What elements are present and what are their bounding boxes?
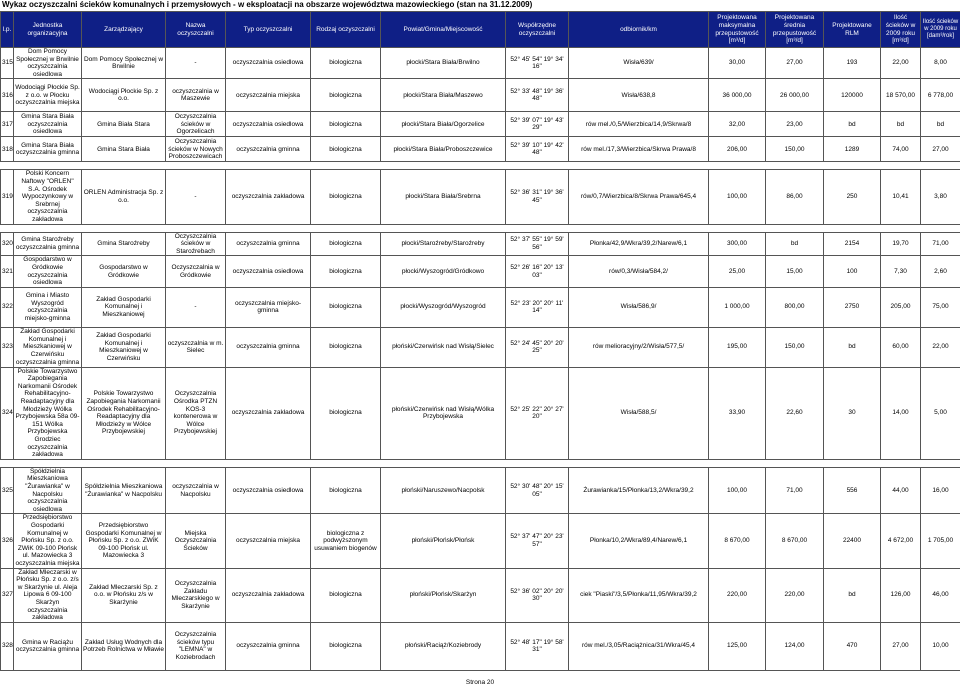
cell-lp: 320 bbox=[1, 232, 14, 256]
table-row bbox=[1, 232, 960, 256]
cell-zarzadzajacy: Zakład Gospodarki Komunalnej i Mieszkaniowej bbox=[82, 287, 166, 327]
cell-lp: 326 bbox=[1, 514, 14, 568]
cell-dam3: 6 778,00 bbox=[921, 79, 960, 112]
cell-jednostka: Spółdzielnia Mieszkaniowa "Żurawianka" w Nacpolsku oczyszczalnia osiedlowa bbox=[14, 467, 82, 514]
cell-lp: 328 bbox=[1, 622, 14, 670]
header-nazwa: Nazwa oczyszczalni bbox=[166, 12, 226, 48]
cell-lp: 323 bbox=[1, 327, 14, 367]
cell-typ: oczyszczalnia osiedlowa bbox=[226, 112, 311, 137]
cell-lokalizacja: płocki/Wyszogród/Wyszogród bbox=[381, 287, 506, 327]
cell-jednostka: Gmina Stara Biała oczyszczalnia gminna bbox=[14, 137, 82, 162]
cell-wspolrzedne: 52° 39' 07" 19° 43' 29" bbox=[506, 112, 569, 137]
cell-nazwa: Oczyszczalnia ścieków typu "LEMNA" w Koziebrodach bbox=[166, 622, 226, 670]
cell-jednostka: Polskie Towarzystwo Zapobiegania Narkomanii Ośrodek Rehabilitacyjno-Readaptacyjny dla Młodzieży Wólka Przybojewska 58a 09-151 Wólka Przybojewska Grodziec oczyszczalnia zakładowa bbox=[14, 367, 82, 459]
cell-wspolrzedne: 52° 26' 16" 20° 13' 03" bbox=[506, 256, 569, 287]
cell-typ: oczyszczalnia gminna bbox=[226, 232, 311, 256]
cell-lokalizacja: płocki/Wyszogród/Gródkowo bbox=[381, 256, 506, 287]
cell-max: 36 000,00 bbox=[709, 79, 766, 112]
cell-nazwa: oczyszczalnia w Nacpolsku bbox=[166, 467, 226, 514]
table-row bbox=[1, 79, 960, 112]
cell-dam3: 16,00 bbox=[921, 467, 960, 514]
cell-rodzaj: biologiczna bbox=[311, 467, 381, 514]
cell-rodzaj: biologiczna bbox=[311, 137, 381, 162]
cell-lp: 325 bbox=[1, 467, 14, 514]
row-spacer bbox=[1, 459, 960, 467]
cell-m3d: 27,00 bbox=[881, 622, 921, 670]
cell-rlm: 30 bbox=[824, 367, 881, 459]
cell-jednostka: Zakład Mleczarski w Płońsku Sp. z o.o. z/s w Skarżynie ul. Aleja Lipowa 6 09-100 Skarżyn oczyszczalnia zakładowa bbox=[14, 568, 82, 622]
cell-wspolrzedne: 52° 36' 31" 19° 36' 45" bbox=[506, 170, 569, 224]
cell-m3d: 19,70 bbox=[881, 232, 921, 256]
cell-odbiornik: rów/0,7/Wierzbica/8/Skrwa Prawa/645,4 bbox=[569, 170, 709, 224]
cell-m3d: 10,41 bbox=[881, 170, 921, 224]
cell-m3d: 205,00 bbox=[881, 287, 921, 327]
cell-nazwa: - bbox=[166, 287, 226, 327]
cell-rlm: bd bbox=[824, 568, 881, 622]
cell-odbiornik: Wisła/586,9/ bbox=[569, 287, 709, 327]
cell-dam3: 1 705,00 bbox=[921, 514, 960, 568]
cell-lokalizacja: płoński/Raciąż/Koziebrody bbox=[381, 622, 506, 670]
cell-max: 30,00 bbox=[709, 48, 766, 79]
cell-jednostka: Przedsiębiorstwo Gospodarki Komunalnej w Płońsku Sp. z o.o. ZWiK 09-100 Płońsk ul. Mazowiecka 3 oczyszczalnia miejska bbox=[14, 514, 82, 568]
cell-dam3: bd bbox=[921, 112, 960, 137]
cell-jednostka: Gospodarstwo w Gródkowie oczyszczalnia osiedlowa bbox=[14, 256, 82, 287]
cell-m3d: bd bbox=[881, 112, 921, 137]
cell-rlm: bd bbox=[824, 112, 881, 137]
spacer-cell bbox=[1, 162, 960, 170]
cell-typ: oczyszczalnia zakładowa bbox=[226, 367, 311, 459]
cell-wspolrzedne: 52° 45' 54" 19° 34' 16" bbox=[506, 48, 569, 79]
table-row bbox=[1, 568, 960, 622]
header-lp: l.p. bbox=[1, 12, 14, 48]
cell-nazwa: Oczyszczalnia ścieków w Nowych Proboszczewicach bbox=[166, 137, 226, 162]
table-row bbox=[1, 327, 960, 367]
cell-zarzadzajacy: Gmina Stara Biała bbox=[82, 137, 166, 162]
cell-lokalizacja: płoński/Czerwińsk nad Wisłą/Wólka Przybojewska bbox=[381, 367, 506, 459]
cell-srednia: bd bbox=[766, 232, 824, 256]
cell-jednostka: Gmina Stara Biała oczyszczalnia osiedlowa bbox=[14, 112, 82, 137]
cell-srednia: 15,00 bbox=[766, 256, 824, 287]
cell-odbiornik: rów melioracyjny/2/Wisła/577,5/ bbox=[569, 327, 709, 367]
cell-nazwa: Oczyszczalnia ścieków w Ogorzelicach bbox=[166, 112, 226, 137]
cell-rlm: 1289 bbox=[824, 137, 881, 162]
cell-lokalizacja: płocki/Staroźreby/Staroźreby bbox=[381, 232, 506, 256]
header-m3d: Ilość ścieków w 2009 roku [m³/d] bbox=[881, 12, 921, 48]
cell-rlm: 2750 bbox=[824, 287, 881, 327]
cell-odbiornik: Wisła/639/ bbox=[569, 48, 709, 79]
cell-max: 32,00 bbox=[709, 112, 766, 137]
cell-wspolrzedne: 52° 24' 45" 20° 20' 25" bbox=[506, 327, 569, 367]
cell-dam3: 22,00 bbox=[921, 327, 960, 367]
cell-lokalizacja: płoński/Naruszewo/Nacpolsk bbox=[381, 467, 506, 514]
cell-max: 8 670,00 bbox=[709, 514, 766, 568]
document-title: Wykaz oczyszczalni ścieków komunalnych i przemysłowych - w eksploatacji na obszarze województwa mazowieckiego (stan na 31.12.2009) bbox=[2, 0, 533, 9]
cell-nazwa: oczyszczalnia w Maszewie bbox=[166, 79, 226, 112]
treatment-plants-table bbox=[0, 11, 960, 671]
cell-dam3: 5,00 bbox=[921, 367, 960, 459]
cell-wspolrzedne: 52° 37' 55" 19° 59' 56" bbox=[506, 232, 569, 256]
cell-typ: oczyszczalnia osiedlowa bbox=[226, 256, 311, 287]
cell-typ: oczyszczalnia gminna bbox=[226, 622, 311, 670]
cell-lp: 324 bbox=[1, 367, 14, 459]
table-row bbox=[1, 514, 960, 568]
cell-srednia: 86,00 bbox=[766, 170, 824, 224]
cell-nazwa: Miejska Oczyszczalnia Ścieków bbox=[166, 514, 226, 568]
cell-max: 300,00 bbox=[709, 232, 766, 256]
cell-srednia: 150,00 bbox=[766, 327, 824, 367]
table-row bbox=[1, 112, 960, 137]
cell-rodzaj: biologiczna bbox=[311, 112, 381, 137]
cell-typ: oczyszczalnia miejska bbox=[226, 79, 311, 112]
cell-rlm: 470 bbox=[824, 622, 881, 670]
cell-dam3: 75,00 bbox=[921, 287, 960, 327]
table-row bbox=[1, 170, 960, 224]
cell-m3d: 60,00 bbox=[881, 327, 921, 367]
cell-zarzadzajacy: Przedsiębiorstwo Gospodarki Komunalnej w Płońsku Sp. z o.o. ZWiK 09-100 Płońsk ul. Mazowiecka 3 bbox=[82, 514, 166, 568]
cell-zarzadzajacy: Gospodarstwo w Gródkowie bbox=[82, 256, 166, 287]
cell-max: 195,00 bbox=[709, 327, 766, 367]
cell-jednostka: Gmina w Raciążu oczyszczalnia gminna bbox=[14, 622, 82, 670]
cell-nazwa: Oczyszczalnia ścieków w Staroźrebach bbox=[166, 232, 226, 256]
cell-odbiornik: rów mel./0,5/Wierzbica/14,9/Skrwa/8 bbox=[569, 112, 709, 137]
cell-typ: oczyszczalnia gminna bbox=[226, 327, 311, 367]
spacer-cell bbox=[1, 459, 960, 467]
cell-lp: 322 bbox=[1, 287, 14, 327]
cell-lokalizacja: płocki/Stara Biała/Ogorzelice bbox=[381, 112, 506, 137]
cell-zarzadzajacy: Gmina Staroźreby bbox=[82, 232, 166, 256]
cell-max: 33,90 bbox=[709, 367, 766, 459]
cell-rodzaj: biologiczna bbox=[311, 256, 381, 287]
cell-lp: 321 bbox=[1, 256, 14, 287]
cell-typ: oczyszczalnia miejska bbox=[226, 514, 311, 568]
cell-lp: 327 bbox=[1, 568, 14, 622]
cell-jednostka: Wodociągi Płockie Sp. z o.o. w Płocku oczyszczalnia miejska bbox=[14, 79, 82, 112]
cell-typ: oczyszczalnia zakładowa bbox=[226, 568, 311, 622]
cell-lokalizacja: płoński/Czerwińsk nad Wisłą/Sielec bbox=[381, 327, 506, 367]
cell-typ: oczyszczalnia gminna bbox=[226, 137, 311, 162]
cell-dam3: 27,00 bbox=[921, 137, 960, 162]
cell-rodzaj: biologiczna bbox=[311, 622, 381, 670]
cell-dam3: 2,60 bbox=[921, 256, 960, 287]
cell-dam3: 71,00 bbox=[921, 232, 960, 256]
cell-lp: 316 bbox=[1, 79, 14, 112]
row-spacer bbox=[1, 224, 960, 232]
page-number: Strona 20 bbox=[465, 679, 495, 686]
header-srednia: Projektowana średnia przepustowość [m³/d] bbox=[766, 12, 824, 48]
cell-nazwa: Oczyszczalnia w Gródkowie bbox=[166, 256, 226, 287]
cell-jednostka: Zakład Gospodarki Komunalnej i Mieszkaniowej w Czerwińsku oczyszczalnia gminna bbox=[14, 327, 82, 367]
cell-rodzaj: biologiczna bbox=[311, 287, 381, 327]
cell-jednostka: Polski Koncern Naftowy "ORLEN" S.A. Ośrodek Wypoczynkowy w Srebrnej oczyszczalnia zakładowa bbox=[14, 170, 82, 224]
cell-lokalizacja: płocki/Stara Biała/Srebrna bbox=[381, 170, 506, 224]
header-rlm: Projektowane RLM bbox=[824, 12, 881, 48]
cell-rodzaj: biologiczna bbox=[311, 79, 381, 112]
cell-nazwa: oczyszczalnia w m. Sielec bbox=[166, 327, 226, 367]
cell-rodzaj: biologiczna bbox=[311, 232, 381, 256]
cell-lp: 319 bbox=[1, 170, 14, 224]
cell-lokalizacja: płocki/Stara Biała/Brwilno bbox=[381, 48, 506, 79]
table-row bbox=[1, 622, 960, 670]
cell-zarzadzajacy: Wodociągi Płockie Sp. z o.o. bbox=[82, 79, 166, 112]
header-typ: Typ oczyszczalni bbox=[226, 12, 311, 48]
cell-wspolrzedne: 52° 23' 20" 20° 11' 14" bbox=[506, 287, 569, 327]
cell-wspolrzedne: 52° 25' 22" 20° 27' 20" bbox=[506, 367, 569, 459]
cell-typ: oczyszczalnia zakładowa bbox=[226, 170, 311, 224]
cell-rlm: 193 bbox=[824, 48, 881, 79]
cell-rodzaj: biologiczna z podwyższonym usuwaniem biogenów bbox=[311, 514, 381, 568]
cell-dam3: 3,80 bbox=[921, 170, 960, 224]
table-row bbox=[1, 467, 960, 514]
cell-rodzaj: biologiczna bbox=[311, 170, 381, 224]
cell-odbiornik: rów/0,3/Wisła/584,2/ bbox=[569, 256, 709, 287]
cell-wspolrzedne: 52° 37' 47" 20° 23' 57" bbox=[506, 514, 569, 568]
cell-lokalizacja: płoński/Płońsk/Skarżyn bbox=[381, 568, 506, 622]
cell-srednia: 26 000,00 bbox=[766, 79, 824, 112]
cell-nazwa: - bbox=[166, 170, 226, 224]
cell-nazwa: - bbox=[166, 48, 226, 79]
cell-m3d: 7,30 bbox=[881, 256, 921, 287]
cell-jednostka: Gmina Staroźreby oczyszczalnia gminna bbox=[14, 232, 82, 256]
cell-rodzaj: biologiczna bbox=[311, 48, 381, 79]
header-max: Projektowana maksymalna przepustowość [m³/d] bbox=[709, 12, 766, 48]
table-row bbox=[1, 137, 960, 162]
cell-rodzaj: biologiczna bbox=[311, 327, 381, 367]
cell-lokalizacja: płoński/Płońsk/Płońsk bbox=[381, 514, 506, 568]
cell-rlm: 120000 bbox=[824, 79, 881, 112]
cell-jednostka: Gmina i Miasto Wyszogród oczyszczalnia miejsko-gminna bbox=[14, 287, 82, 327]
cell-odbiornik: Wisła/588,5/ bbox=[569, 367, 709, 459]
cell-odbiornik: Żurawianka/15/Płonka/13,2/Wkra/39,2 bbox=[569, 467, 709, 514]
cell-srednia: 124,00 bbox=[766, 622, 824, 670]
cell-typ: oczyszczalnia osiedlowa bbox=[226, 48, 311, 79]
header-zarzadzajacy: Zarządzający bbox=[82, 12, 166, 48]
cell-lp: 318 bbox=[1, 137, 14, 162]
cell-max: 220,00 bbox=[709, 568, 766, 622]
header-dam3: Ilość ścieków w 2009 roku [dam³/rok] bbox=[921, 12, 960, 48]
table-row bbox=[1, 48, 960, 79]
cell-zarzadzajacy: Spółdzielnia Mieszkaniowa "Żurawianka" w Nacpolsku bbox=[82, 467, 166, 514]
cell-zarzadzajacy: Zakład Mleczarski Sp. z o.o. w Płońsku z/s w Skarżynie bbox=[82, 568, 166, 622]
cell-m3d: 4 672,00 bbox=[881, 514, 921, 568]
cell-m3d: 18 570,00 bbox=[881, 79, 921, 112]
cell-m3d: 126,00 bbox=[881, 568, 921, 622]
cell-jednostka: Dom Pomocy Społecznej w Brwilnie oczyszczalnia osiedlowa bbox=[14, 48, 82, 79]
cell-m3d: 74,00 bbox=[881, 137, 921, 162]
cell-wspolrzedne: 52° 30' 48" 20° 15' 05" bbox=[506, 467, 569, 514]
cell-max: 25,00 bbox=[709, 256, 766, 287]
cell-wspolrzedne: 52° 36' 02" 20° 20' 30" bbox=[506, 568, 569, 622]
cell-wspolrzedne: 52° 48' 17" 19° 58' 31" bbox=[506, 622, 569, 670]
cell-odbiornik: rów mel./17,3/Wierzbica/Skrwa Prawa/8 bbox=[569, 137, 709, 162]
cell-max: 206,00 bbox=[709, 137, 766, 162]
cell-odbiornik: rów mel./3,05/Raciążnica/31/Wkra/45,4 bbox=[569, 622, 709, 670]
cell-rlm: bd bbox=[824, 327, 881, 367]
cell-srednia: 71,00 bbox=[766, 467, 824, 514]
cell-zarzadzajacy: Zakład Gospodarki Komunalnej i Mieszkaniowej w Czerwińsku bbox=[82, 327, 166, 367]
cell-rlm: 22400 bbox=[824, 514, 881, 568]
cell-rlm: 250 bbox=[824, 170, 881, 224]
header-wspolrzedne: Współrzędne oczyszczalni bbox=[506, 12, 569, 48]
cell-typ: oczyszczalnia miejsko-gminna bbox=[226, 287, 311, 327]
cell-odbiornik: Płonka/10,2/Wkra/89,4/Narew/6,1 bbox=[569, 514, 709, 568]
cell-rodzaj: biologiczna bbox=[311, 367, 381, 459]
cell-nazwa: Oczyszczalnia Zakładu Mleczarskiego w Skarżynie bbox=[166, 568, 226, 622]
cell-max: 1 000,00 bbox=[709, 287, 766, 327]
cell-lokalizacja: płocki/Stara Biała/Proboszczewice bbox=[381, 137, 506, 162]
cell-srednia: 150,00 bbox=[766, 137, 824, 162]
cell-lp: 315 bbox=[1, 48, 14, 79]
cell-dam3: 8,00 bbox=[921, 48, 960, 79]
cell-dam3: 10,00 bbox=[921, 622, 960, 670]
cell-rodzaj: biologiczna bbox=[311, 568, 381, 622]
table-row bbox=[1, 287, 960, 327]
cell-srednia: 23,00 bbox=[766, 112, 824, 137]
cell-max: 125,00 bbox=[709, 622, 766, 670]
cell-max: 100,00 bbox=[709, 170, 766, 224]
cell-zarzadzajacy: Polskie Towarzystwo Zapobiegania Narkomanii Ośrodek Rehabilitacyjno-Readaptacyjny dla Młodzieży w Wólce Przybojewskiej bbox=[82, 367, 166, 459]
cell-zarzadzajacy: Gmina Biała Stara bbox=[82, 112, 166, 137]
cell-wspolrzedne: 52° 39' 10" 19° 42' 48" bbox=[506, 137, 569, 162]
cell-rlm: 100 bbox=[824, 256, 881, 287]
cell-srednia: 800,00 bbox=[766, 287, 824, 327]
header-odbiornik: odbiornik/km bbox=[569, 12, 709, 48]
cell-zarzadzajacy: ORLEN Administracja Sp. z o.o. bbox=[82, 170, 166, 224]
cell-lokalizacja: płocki/Stara Biała/Maszewo bbox=[381, 79, 506, 112]
cell-lp: 317 bbox=[1, 112, 14, 137]
cell-srednia: 8 670,00 bbox=[766, 514, 824, 568]
cell-srednia: 220,00 bbox=[766, 568, 824, 622]
row-spacer bbox=[1, 162, 960, 170]
table-row bbox=[1, 256, 960, 287]
cell-m3d: 22,00 bbox=[881, 48, 921, 79]
spacer-cell bbox=[1, 224, 960, 232]
cell-m3d: 14,00 bbox=[881, 367, 921, 459]
cell-srednia: 27,00 bbox=[766, 48, 824, 79]
cell-srednia: 22,60 bbox=[766, 367, 824, 459]
header-row bbox=[1, 12, 960, 48]
header-lokalizacja: Powiat/Gmina/Miejscowość bbox=[381, 12, 506, 48]
cell-nazwa: Oczyszczalnia Ośrodka PTZN KOS-3 kontenerowa w Wólce Przybojewskiej bbox=[166, 367, 226, 459]
header-rodzaj: Rodzaj oczyszczalni bbox=[311, 12, 381, 48]
cell-zarzadzajacy: Zakład Usług Wodnych dla Potrzeb Rolnictwa w Mławie bbox=[82, 622, 166, 670]
cell-wspolrzedne: 52° 33' 48" 19° 36' 48" bbox=[506, 79, 569, 112]
cell-typ: oczyszczalnia osiedlowa bbox=[226, 467, 311, 514]
cell-odbiornik: Wisła/638,8 bbox=[569, 79, 709, 112]
cell-rlm: 556 bbox=[824, 467, 881, 514]
cell-rlm: 2154 bbox=[824, 232, 881, 256]
cell-odbiornik: ciek "Piaski"/3,5/Płonka/11,95/Wkra/39,2 bbox=[569, 568, 709, 622]
cell-dam3: 46,00 bbox=[921, 568, 960, 622]
cell-zarzadzajacy: Dom Pomocy Społecznej w Brwilnie bbox=[82, 48, 166, 79]
cell-max: 100,00 bbox=[709, 467, 766, 514]
table-row bbox=[1, 367, 960, 459]
header-jednostka: Jednostka organizacyjna bbox=[14, 12, 82, 48]
cell-odbiornik: Płonka/42,9/Wkra/39,2/Narew/6,1 bbox=[569, 232, 709, 256]
cell-m3d: 44,00 bbox=[881, 467, 921, 514]
